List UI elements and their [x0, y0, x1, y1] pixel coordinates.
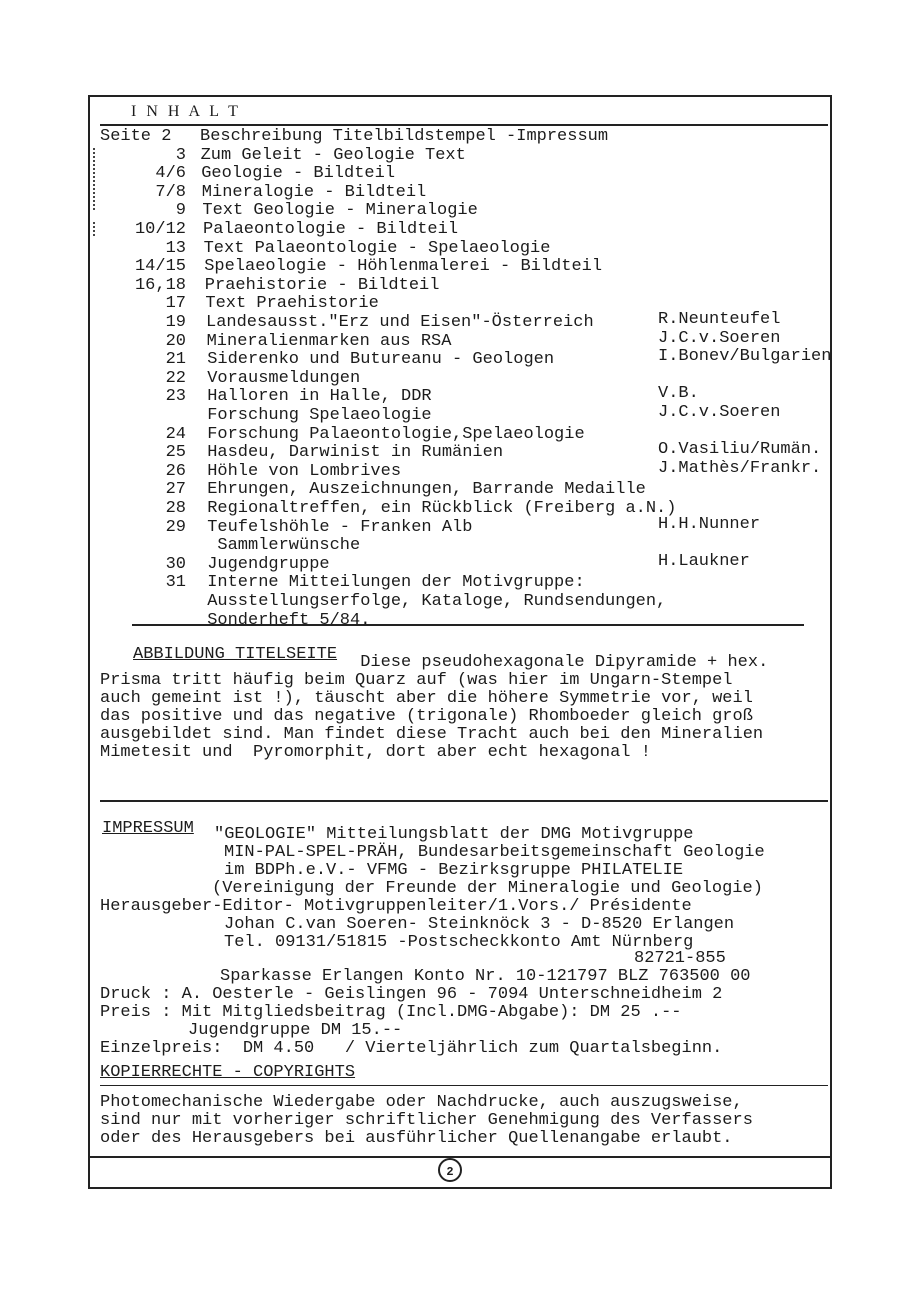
contents-heading: I N H A L T	[131, 103, 241, 120]
abbildung-first-line: Diese pseudohexagonale Dipyramide + hex.	[350, 653, 769, 672]
toc-entry-author: R.Neunteufel	[658, 310, 781, 329]
toc-entry-title: Praehistorie - Bildteil	[204, 275, 440, 295]
kopierrechte-line: sind nur mit vorheriger schriftlicher Genehmigung des Verfassers	[100, 1111, 753, 1130]
margin-mark	[93, 222, 95, 236]
toc-page-number: 20	[165, 331, 186, 351]
toc-entry-author: J.Mathès/Frankr.	[658, 458, 822, 478]
toc-entry-author: I.Bonev/Bulgarien	[658, 347, 832, 367]
toc-page-number: 19	[165, 313, 186, 332]
kopierrechte-line: Photomechanische Wiedergabe oder Nachdrucke, auch auszugsweise,	[100, 1093, 743, 1112]
toc-page-number: 23	[165, 387, 186, 407]
toc-entry-title: Mineralienmarken aus RSA	[206, 331, 452, 351]
toc-page-number: 17	[165, 294, 186, 314]
toc-entry-author: V.B.	[658, 384, 699, 404]
toc-entry-title: Geologie - Bildteil	[201, 164, 396, 184]
impressum-line: Tel. 09131/51815 -Postscheckkonto Amt Nürnberg	[224, 933, 694, 952]
toc-entry-title: Beschreibung Titelbildstempel -Impressum	[200, 127, 609, 146]
impressum-line: Druck : A. Oesterle - Geislingen 96 - 7094 Unterschneidheim 2	[100, 985, 723, 1004]
toc-entry-title: Landesausst."Erz und Eisen"-Österreich	[206, 313, 594, 332]
impressum-line: Johan C.van Soeren- Steinknöck 3 - D-8520 Erlangen	[224, 915, 735, 934]
toc-entry-title: Text Palaeontologie - Spelaeologie	[203, 238, 551, 258]
toc-page-number: 3	[175, 145, 186, 165]
toc-page-number: 16,18	[134, 275, 186, 295]
toc-entry-title: Jugendgruppe	[207, 554, 330, 574]
toc-entry-author: J.C.v.Soeren	[658, 328, 781, 348]
toc-entry-title: Palaeontologie - Bildteil	[203, 220, 459, 239]
toc-page-number: 26	[165, 461, 186, 481]
page-number: 2	[438, 1158, 462, 1182]
toc-page-number: 7/8	[155, 182, 186, 202]
abbildung-line: das positive und das negative (trigonale) Rhomboeder gleich groß	[100, 707, 753, 726]
toc-entry-title: Regionaltreffen, ein Rückblick (Freiberg a.N.)	[207, 499, 677, 518]
toc-entry-author: H.H.Nunner	[658, 514, 761, 534]
abbildung-line: Prisma tritt häufig beim Quarz auf (was hier im Ungarn-Stempel	[100, 671, 733, 690]
toc-page-number: 25	[165, 443, 186, 463]
margin-mark	[93, 148, 95, 210]
toc-entry-title: Ausstellungserfolge, Kataloge, Rundsendungen,	[207, 592, 667, 611]
toc-entry-title: Sonderheft 5/84.	[207, 610, 371, 630]
kopierrechte-label: KOPIERRECHTE - COPYRIGHTS	[100, 1063, 356, 1082]
toc-page-number: 14/15	[134, 257, 186, 277]
toc-page-number: 29	[165, 517, 186, 537]
toc-entry-title: Halloren in Halle, DDR	[207, 387, 432, 407]
toc-entry-title: Forschung Palaeontologie,Spelaeologie	[207, 424, 585, 444]
toc-entry-title: Zum Geleit - Geologie Text	[200, 145, 466, 165]
toc-page-number: 31	[165, 573, 186, 593]
toc-page-number: Seite 2	[100, 127, 172, 146]
abbildung-line: auch gemeint ist !), täuscht aber die höhere Symmetrie vor, weil	[100, 689, 753, 708]
toc-page-number: 4/6	[155, 164, 186, 184]
abbildung-divider	[100, 800, 828, 802]
impressum-line: 82721-855	[634, 949, 726, 968]
toc-page-number: 28	[165, 499, 186, 518]
toc-entry-title: Sammlerwünsche	[207, 536, 361, 556]
footer-divider	[88, 1156, 830, 1158]
toc-page-number: 22	[165, 368, 186, 388]
impressum-line: Preis : Mit Mitgliedsbeitrag (Incl.DMG-Abgabe): DM 25 .--	[100, 1003, 682, 1022]
toc-entry-title: Hasdeu, Darwinist in Rumänien	[207, 443, 504, 463]
toc-entry-title: Interne Mitteilungen der Motivgruppe:	[207, 573, 585, 593]
toc-entry-title: Forschung Spelaeologie	[207, 406, 432, 425]
kopierrechte-divider	[100, 1085, 828, 1086]
abbildung-label: ABBILDUNG TITELSEITE	[133, 645, 338, 664]
abbildung-line: Mimetesit und Pyromorphit, dort aber echt hexagonal !	[100, 743, 651, 762]
toc-entry-title: Teufelshöhle - Franken Alb	[207, 517, 473, 537]
toc-entry-author: O.Vasiliu/Rumän.	[658, 440, 822, 460]
toc-divider	[132, 624, 804, 626]
impressum-line: MIN-PAL-SPEL-PRÄH, Bundesarbeitsgemeinschaft Geologie	[224, 843, 765, 862]
impressum-label: IMPRESSUM	[102, 819, 194, 838]
toc-entry-title: Mineralogie - Bildteil	[201, 182, 427, 202]
toc-page-number: 10/12	[134, 220, 186, 239]
toc-entry-title: Spelaeologie - Höhlenmalerei - Bildteil	[204, 257, 603, 277]
impressum-line: (Vereinigung der Freunde der Mineralogie und Geologie)	[212, 879, 763, 898]
toc-entry-title: Ehrungen, Auszeichnungen, Barrande Medaille	[207, 480, 646, 500]
toc-entry-title: Text Praehistorie	[205, 294, 379, 314]
impressum-line: Herausgeber-Editor- Motivgruppenleiter/1.Vors./ Présidente	[100, 897, 692, 916]
toc-page-number: 21	[165, 350, 186, 370]
toc-entry-title: Vorausmeldungen	[207, 368, 361, 388]
toc-page-number: 30	[165, 554, 186, 574]
toc-entry-author: H.Laukner	[658, 551, 750, 571]
toc-page-number: 27	[165, 480, 186, 500]
impressum-line: Einzelpreis: DM 4.50 / Vierteljährlich zum Quartalsbeginn.	[100, 1039, 723, 1058]
toc-page-number: 13	[165, 238, 186, 258]
kopierrechte-line: oder des Herausgebers bei ausführlicher Quellenangabe erlaubt.	[100, 1129, 733, 1148]
impressum-line: Jugendgruppe DM 15.--	[188, 1021, 403, 1040]
toc-page-number: 24	[165, 424, 186, 444]
toc-entry-author: J.C.v.Soeren	[658, 403, 781, 422]
toc-page-number: 9	[175, 201, 186, 221]
abbildung-line: ausgebildet sind. Man findet diese Tracht auch bei den Mineralien	[100, 725, 764, 744]
toc-entry-title: Siderenko und Butureanu - Geologen	[207, 350, 555, 370]
toc-entry-title: Höhle von Lombrives	[207, 461, 402, 481]
heading-divider	[100, 124, 828, 126]
impressum-line: Sparkasse Erlangen Konto Nr. 10-121797 BLZ 763500 00	[220, 967, 751, 986]
impressum-line: im BDPh.e.V.- VFMG - Bezirksgruppe PHILATELIE	[224, 861, 684, 880]
impressum-line: "GEOLOGIE" Mitteilungsblatt der DMG Motivgruppe	[214, 825, 694, 844]
toc-entry-title: Text Geologie - Mineralogie	[202, 201, 478, 221]
